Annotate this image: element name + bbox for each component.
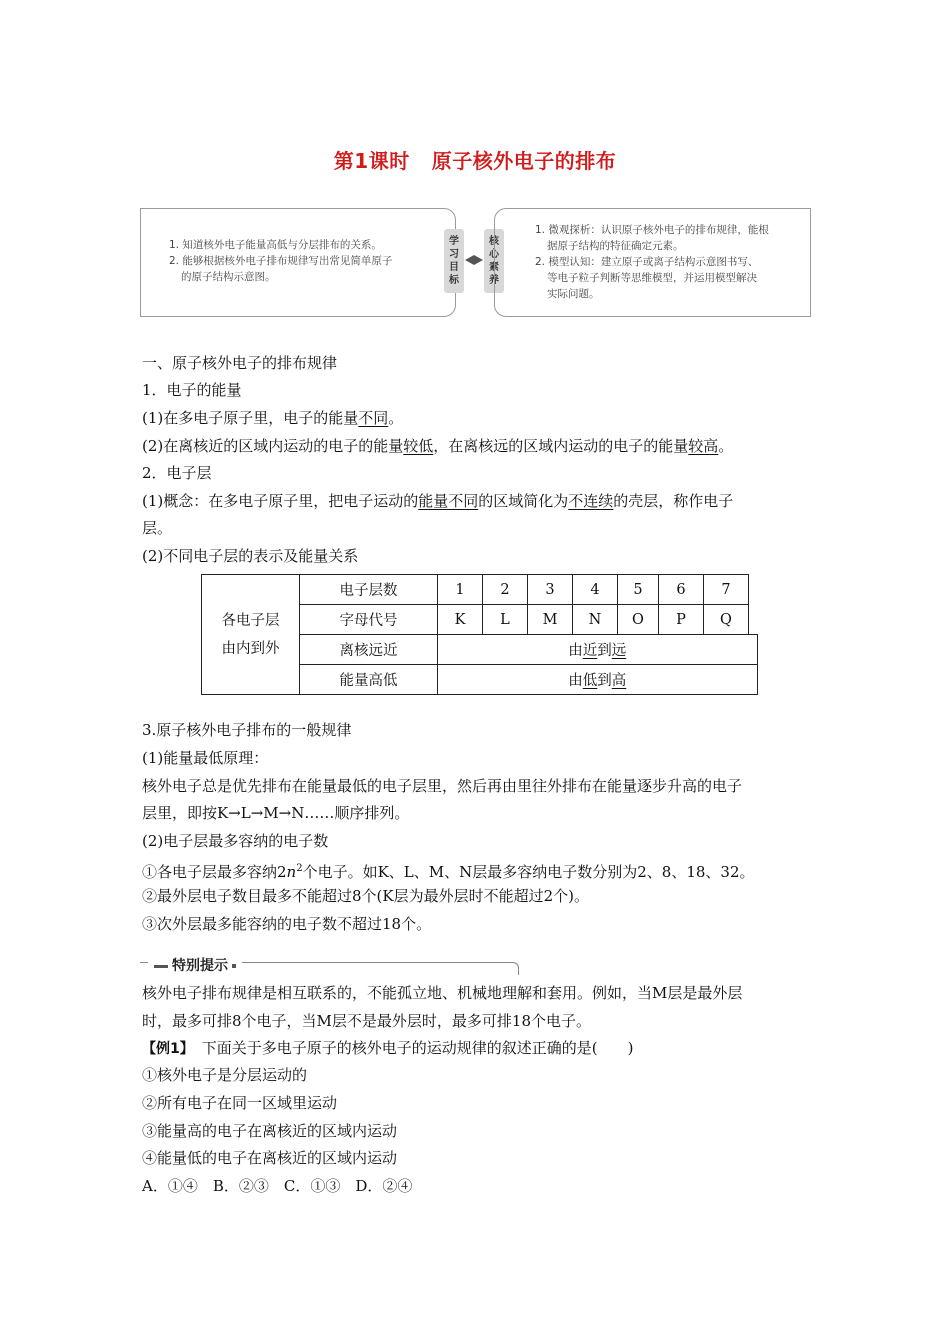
objective-line: 1. 知道核外电子能量高低与分层排布的关系。 xyxy=(169,239,382,251)
answer-blank: 能量不同 xyxy=(418,492,479,510)
tips-label: 特别提示 xyxy=(148,955,242,975)
table-cell: M xyxy=(528,605,573,635)
table-cell: 4 xyxy=(573,575,618,605)
competency-line: 1. 微观探析：认识原子核外电子的排布规律，能根 xyxy=(535,224,769,236)
objective-line: 2. 能够根据核外电子排布规律写出常见简单原子 xyxy=(169,255,393,267)
objective-line: 的原子结构示意图。 xyxy=(181,271,276,283)
section-heading: 一、原子核外电子的排布规律 xyxy=(142,354,338,372)
table-cell: 3 xyxy=(528,575,573,605)
table-cell: Q xyxy=(704,605,749,635)
paragraph: 层里，即按K→L→M→N……顺序排列。 xyxy=(142,804,410,822)
answer-options: A．①④ B．②③ C．①③ D．②④ xyxy=(142,1177,413,1195)
table-cell: N xyxy=(573,605,618,635)
electron-shell-table xyxy=(201,574,758,695)
paragraph: (1)概念：在多电子原子里，把电子运动的能量不同的区域简化为不连续的壳层，称作电子 xyxy=(142,492,734,510)
example-question: 【例1】 下面关于多电子原子的核外电子的运动规律的叙述正确的是( ) xyxy=(142,1039,634,1057)
paragraph: 核外电子排布规律是相互联系的，不能孤立地、机械地理解和套用。例如，当M层是最外层 xyxy=(142,984,743,1002)
example-tag: 【例1】 xyxy=(142,1041,194,1057)
table-side-label: 各电子层 由内到外 xyxy=(202,575,300,695)
core-competencies-panel xyxy=(494,208,811,317)
row-label: 字母代号 xyxy=(300,605,438,635)
answer-blank: 不连续 xyxy=(568,492,614,510)
paragraph: (1)能量最低原理： xyxy=(142,749,269,767)
answer-blank: 较低 xyxy=(403,437,434,455)
competency-line: 据原子结构的特征确定元素。 xyxy=(547,240,684,252)
learning-objectives-tag: 学 习 目 标 xyxy=(444,229,464,293)
core-competencies-tag: 核 心 素 养 xyxy=(484,229,504,293)
paragraph: 核外电子总是优先排布在能量最低的电子层里，然后再由里往外排布在能量逐步升高的电子 xyxy=(142,777,743,795)
paragraph: 层。 xyxy=(142,519,173,537)
competency-line: 实际问题。 xyxy=(547,288,600,300)
paragraph: 时，最多可排8个电子，当M层不是最外层时，最多可排18个电子。 xyxy=(142,1012,591,1030)
row-label: 电子层数 xyxy=(300,575,438,605)
table-cell: 1 xyxy=(438,575,483,605)
competency-line: 2. 模型认知：建立原子或离子结构示意图书写、 xyxy=(535,256,759,268)
answer-blank: 不同 xyxy=(358,409,389,427)
lesson-title: 原子核外电子的排布 xyxy=(431,149,617,173)
paragraph: (2)电子层最多容纳的电子数 xyxy=(142,832,329,850)
table-cell: P xyxy=(659,605,704,635)
paragraph: (2)在离核近的区域内运动的电子的能量较低，在离核远的区域内运动的电子的能量较高。 xyxy=(142,437,734,455)
table-cell: 由低到高 xyxy=(438,665,758,695)
table-cell: 7 xyxy=(704,575,749,605)
row-label: 能量高低 xyxy=(300,665,438,695)
subheading-energy: 1．电子的能量 xyxy=(142,381,242,399)
lesson-number: 第1课时 xyxy=(333,149,410,173)
table-cell: L xyxy=(483,605,528,635)
page-title xyxy=(0,145,950,174)
table-cell: 5 xyxy=(618,575,659,605)
subheading-shell: 2．电子层 xyxy=(142,464,212,482)
paragraph: (2)不同电子层的表示及能量关系 xyxy=(142,547,359,565)
table-cell: 2 xyxy=(483,575,528,605)
table-cell: 由近到远 xyxy=(438,635,758,665)
row-label: 离核远近 xyxy=(300,635,438,665)
rule-item: ②最外层电子数目最多不能超过8个(K层为最外层时不能超过2个)。 xyxy=(142,887,589,905)
rule-item: ①各电子层最多容纳$2n^2$个电子。如K、L、M、N层最多容纳电子数分别为2、8、18、32。 xyxy=(142,863,755,881)
competency-line: 等电子粒子判断等思维模型，并运用模型解决 xyxy=(547,272,757,284)
answer-blank: 较高 xyxy=(688,437,719,455)
list-item: ②所有电子在同一区域里运动 xyxy=(142,1094,338,1112)
list-item: ①核外电子是分层运动的 xyxy=(142,1066,308,1084)
table-cell: K xyxy=(438,605,483,635)
connector-diamond-icon xyxy=(465,255,483,265)
table-cell: 6 xyxy=(659,575,704,605)
list-item: ④能量低的电子在离核近的区域内运动 xyxy=(142,1149,398,1167)
subheading-rules: 3.原子核外电子排布的一般规律 xyxy=(142,721,352,739)
list-item: ③能量高的电子在离核近的区域内运动 xyxy=(142,1122,398,1140)
paragraph: (1)在多电子原子里，电子的能量不同。 xyxy=(142,409,404,427)
rule-item: ③次外层最多能容纳的电子数不超过18个。 xyxy=(142,915,432,933)
table-cell: O xyxy=(618,605,659,635)
learning-objectives-panel xyxy=(140,208,456,317)
